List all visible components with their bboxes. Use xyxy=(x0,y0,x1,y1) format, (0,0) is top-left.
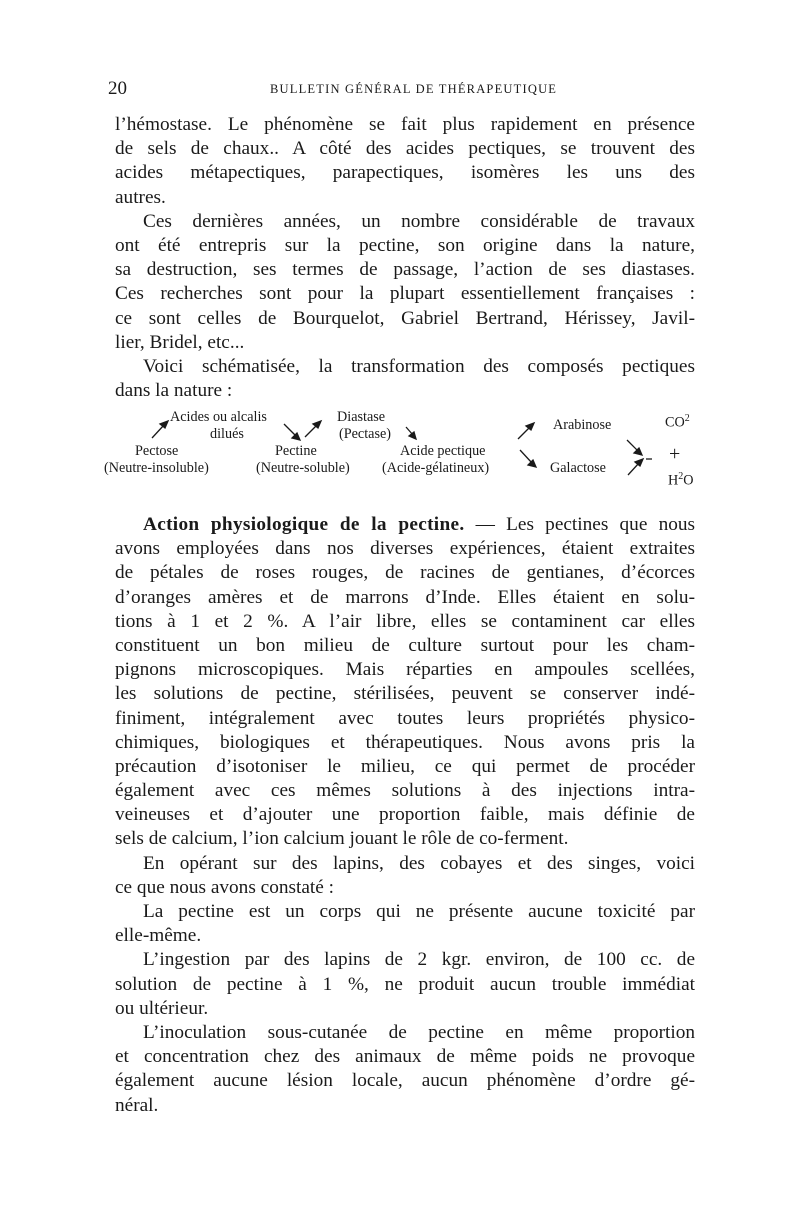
text-line: également aucune lésion locale, aucun phénomène d’ordre gé- xyxy=(115,1070,695,1092)
arrow-line xyxy=(284,424,296,436)
text-line: constituent un bon milieu de culture surtout pour les cham- xyxy=(115,634,695,656)
label-neutre-insoluble: (Neutre-insoluble) xyxy=(104,460,209,476)
label-acide-pectique: Acide pectique xyxy=(400,443,486,459)
text-line: ont été entrepris sur la pectine, son origine dans la nature, xyxy=(115,234,695,256)
text-line: Voici schématisée, la transformation des composés pectiques xyxy=(143,355,695,377)
text-line: sels de calcium, l’ion calcium jouant le rôle de co-ferment. xyxy=(115,828,569,850)
text-line: tions à 1 et 2 %. A l’air libre, elles se contaminent car elles xyxy=(115,610,695,632)
label-plus: + xyxy=(669,443,681,465)
text-line xyxy=(115,513,695,537)
text-line: avons employées dans nos diverses expériences, étaient extraites xyxy=(115,538,695,560)
text-line: précaution d’isotoniser le milieu, ce qui permet de procéder xyxy=(115,755,695,777)
arrow-line xyxy=(305,425,317,437)
arrow-line xyxy=(627,440,638,451)
h2o-o: O xyxy=(683,472,694,489)
label-acides-alcalis: Acides ou alcalis xyxy=(170,409,267,425)
arrowhead xyxy=(635,459,643,466)
text-line: et concentration chez des animaux de même poids ne provoque xyxy=(115,1046,695,1068)
section-title: Action physiologique de la pectine. xyxy=(143,514,465,535)
label-galactose: Galactose xyxy=(550,460,606,476)
arrow-line xyxy=(152,425,164,438)
text-block-intro xyxy=(115,113,695,403)
text-line: finiment, intégralement avec toutes leurs propriétés physico- xyxy=(115,707,695,729)
label-pectase: (Pectase) xyxy=(339,426,391,442)
label-arabinose: Arabinose xyxy=(553,417,612,433)
text-line: Ces dernières années, un nombre considérable de travaux xyxy=(143,210,695,232)
text-line: dans la nature : xyxy=(115,380,233,402)
text-line: sa destruction, ses termes de passage, l’action de ses diastases. xyxy=(115,259,695,281)
text-line: de sels de chaux.. A côté des acides pectiques, se trouvent des xyxy=(115,138,695,160)
text-line: pignons microscopiques. Mais réparties en ampoules scellées, xyxy=(115,659,695,681)
page-number: 20 xyxy=(108,78,127,99)
text-line: les solutions de pectine, stérilisées, peuvent se conserver indé- xyxy=(115,683,695,705)
text-line: de pétales de roses rouges, de racines de gentianes, d’écorces xyxy=(115,562,695,584)
label-diastase: Diastase xyxy=(337,409,386,425)
label-h2o xyxy=(668,471,694,490)
label-co2 xyxy=(665,413,690,432)
text-block-action xyxy=(115,513,695,1118)
text-line: d’oranges amères et de marrons d’Inde. Elles étaient en solu- xyxy=(115,586,695,608)
text-line: lier, Bridel, etc... xyxy=(115,331,245,353)
text-run: — Les pectines que nous xyxy=(464,514,695,535)
text-line: ou ultérieur. xyxy=(115,997,209,1019)
text-line: chimiques, biologiques et thérapeutiques. Nous avons pris la xyxy=(115,731,695,753)
text-line: elle-même. xyxy=(115,925,202,947)
arrowhead xyxy=(528,460,536,467)
label-pectose: Pectose xyxy=(135,443,179,459)
pectin-transformation-diagram xyxy=(100,395,710,495)
text-line: ce que nous avons constaté : xyxy=(115,876,334,898)
text-line: La pectine est un corps qui ne présente aucune toxicité par xyxy=(143,901,695,922)
text-line: solution de pectine à 1 %, ne produit aucun trouble immédiat xyxy=(115,973,695,995)
page-header xyxy=(108,78,696,102)
text-line: Ces recherches sont pour la plupart essentiellement françaises : xyxy=(115,283,695,305)
label-neutre-soluble: (Neutre-soluble) xyxy=(256,460,350,476)
text-line: En opérant sur des lapins, des cobayes et des singes, voici xyxy=(143,852,695,874)
arrow-line xyxy=(518,427,530,439)
label-pectine: Pectine xyxy=(275,443,317,459)
text-line: autres. xyxy=(115,186,166,208)
arrowhead xyxy=(160,421,168,428)
text-line: veineuses et d’ajouter une proportion faible, mais définie de xyxy=(115,804,695,826)
text-line: ce sont celles de Bourquelot, Gabriel Bertrand, Hérissey, Javil- xyxy=(115,307,695,329)
arrowhead xyxy=(409,432,416,439)
text-line: également avec ces mêmes solutions à des injections intra- xyxy=(115,780,695,802)
text-line: L’ingestion par des lapins de 2 kgr. environ, de 100 cc. de xyxy=(143,949,695,971)
label-dilues: dilués xyxy=(210,426,244,442)
text-line: acides métapectiques, parapectiques, isomères les uns des xyxy=(115,162,695,184)
running-title: BULLETIN GÉNÉRAL DE THÉRAPEUTIQUE xyxy=(270,82,558,96)
co2-subscript: 2 xyxy=(684,413,690,424)
text-line: L’inoculation sous-cutanée de pectine en même proportion xyxy=(143,1021,695,1043)
text-line: l’hémostase. Le phénomène se fait plus rapidement en présence xyxy=(115,114,695,135)
h2o-h: H xyxy=(668,472,679,489)
arrow-line xyxy=(520,450,532,463)
text-line: néral. xyxy=(115,1094,159,1116)
co2-text: CO xyxy=(665,414,685,431)
label-acide-gelatineux: (Acide-gélatineux) xyxy=(382,460,490,476)
arrow-line xyxy=(628,463,639,475)
h2o-subscript: 2 xyxy=(678,471,684,482)
